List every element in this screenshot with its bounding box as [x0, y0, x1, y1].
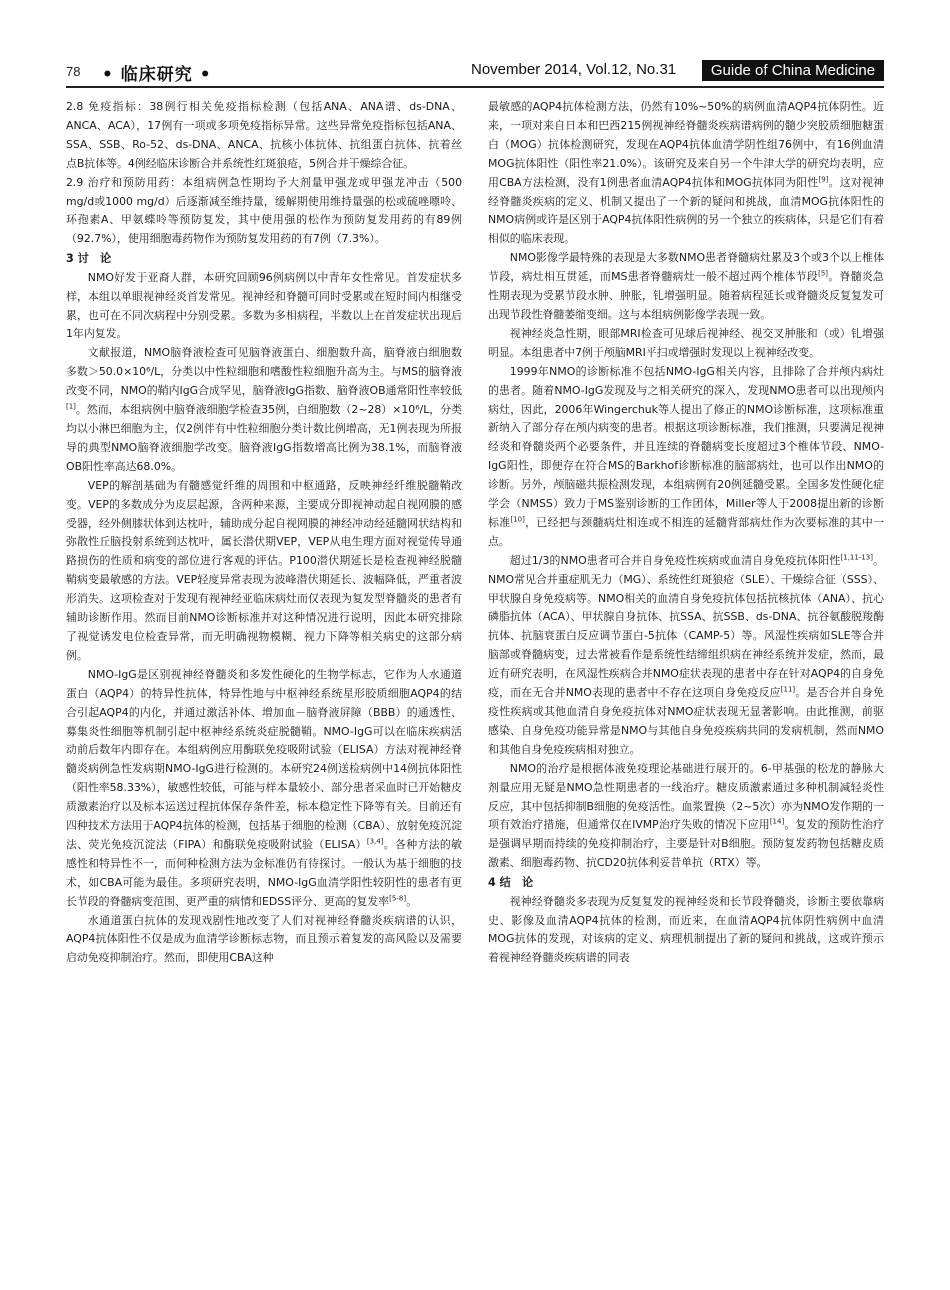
- left-column: [66, 98, 462, 968]
- paragraph: 水通道蛋白抗体的发现戏剧性地改变了人们对视神经脊髓炎疾病谱的认识，AQP4抗体阳性不仅是成为血清学诊断标志物，而且预示着复发的高风险以及需要启动免疫抑制治疗。然而，即使用CBA这种: [66, 913, 462, 965]
- citation: [3,4]: [366, 837, 384, 846]
- citation: [5]: [818, 269, 829, 278]
- paragraph: NMO的治疗是根据体液免疫理论基础进行展开的。6-甲基强的松龙的静脉大剂量应用无疑是NMO急性期患者的一线治疗。糖皮质激素通过多种机制减轻炎性反应，其中包括抑制B细胞的免疫活性。血浆置换（2~5次）亦为NMO发作期的一项有效治疗措施，但通常仅在IVMP治疗失败的情况下应用[14]。复发的预防性治疗是强调早期而持续的免疫抑制治疗，主要是针对B细胞。预防复发药物包括糖皮质激素、细胞毒药物、抗CD20抗体利妥昔单抗（RTX）等。: [488, 761, 884, 870]
- paragraph: VEP的解剖基础为有髓感觉纤维的周围和中枢通路，反映神经纤维脱髓鞘改变。VEP的多数成分为皮层起源，含两种来源，主要成分即视神动起自视网膜的感受器，经外侧膝状体到达枕叶，辅助成分起自视网膜的神经冲动经延髓网状结构和弥散性丘脑投射系统到达枕叶，属长潜伏期VEP，VEP从电生理方面对视觉传导通路损伤的性质和病变的部位进行客观的评估。P100潜伏期延长是检查视神经脱髓鞘病变最敏感的方法。VEP轻度异常表现为波峰潜伏期延长、波幅降低，严重者波形消失。这项检查对于发现有视神经亚临床病灶而仅表现为复发型脊髓炎的患者有辅助诊断作用。然而目前NMO诊断标准并对这种情况进行说明，因此本研究排除了视觉诱发电位检查异常，而无明确视物模糊、视力下降等相关病史的这部分病例。: [66, 478, 462, 662]
- paragraph: NMO影像学最特殊的表现是大多数NMO患者脊髓病灶累及3个或3个以上椎体节段，病灶相互贯延，而MS患者脊髓病灶一般不超过两个椎体节段[5]。脊髓炎急性期表现为受累节段水肿、肿胀，钆增强明显。随着病程延长或脊髓炎反复复发可出现节段性脊髓萎缩变细。这与本组病例影像学表现一致。: [488, 251, 884, 321]
- paragraph: 视神经脊髓炎多表现为反复复发的视神经炎和长节段脊髓炎，诊断主要依靠病史、影像及血清AQP4抗体的检测，而近来，在血清AQP4抗体阴性病例中血清MOG抗体的发现，对该病的定义、病理机制提出了新的疑问和挑战，这或许预示着视神经脊髓炎疾病谱的同表: [488, 894, 884, 965]
- header-rule: [66, 86, 884, 88]
- citation: [1,11-13]: [840, 553, 873, 562]
- issue-info: November 2014, Vol.12, No.31: [471, 61, 677, 78]
- paragraph: NMO-IgG是区别视神经脊髓炎和多发性硬化的生物学标志，它作为人水通道蛋白（AQP4）的特异性抗体，特异性地与中枢神经系统星形胶质细胞AQP4的结合引起AQP4的内化，并通过激活补体、增加血－脑脊液屏障（BBB）的通透性、募集炎性细胞等机制引起中枢神经系统炎症脱髓鞘。NMO-IgG可以在临床疾病活动前后数年内即存在。本组病例应用酶联免疫吸附试验（ELISA）方法对视神经脊髓炎病例急性发病期NMO-IgG进行检测的。本研究24例送检病例中14例抗体阳性（阳性率58.33%），敏感性较低，可能与样本量较小、部分患者采血时已开始糖皮质激素治疗以及标本运送过程抗体保存条件差，标本稳定性下降等有关。目前还有四种技术方法用于AQP4抗体的检测，包括基于细胞的检测（CBA）、放射免疫沉淀法、荧光免疫沉淀法（FIPA）和酶联免疫吸附试验（ELISA）[3,4]。各种方法的敏感性和特异性不一，而何种检测方法为金标准仍有待探讨。一般认为基于细胞的技术，如CBA可能为最佳。多项研究表明，NMO-IgG血清学阳性较阴性的患者有更长节段的脊髓病变范围、更严重的病情和EDSS评分、更高的复发率[5-8]。: [66, 667, 462, 908]
- paragraph: 最敏感的AQP4抗体检测方法，仍然有10%~50%的病例血清AQP4抗体阴性。近来，一项对来自日本和巴西215例视神经脊髓炎疾病谱病例的髓少突胶质细胞糖蛋白（MOG）抗体检测研究，发现在AQP4抗体血清学阴性组76例中，有16例血清MOG抗体阳性（阳性率21.0%）。该研究及来自另一个牛津大学的研究均表明，应用CBA方法检测，没有1例患者血清AQP4抗体和MOG抗体同为阳性[9]。这对视神经脊髓炎疾病的定义、机制又提出了一个新的疑问和挑战，血清MOG抗体阳性的NMO病例或许是区别于AQP4抗体阳性病例的另一个独立的疾病体，只是它们有着相似的临床表现。: [488, 100, 884, 246]
- citation: [14]: [769, 817, 785, 826]
- paragraph: 文献报道，NMO脑脊液检查可见脑脊液蛋白、细胞数升高，脑脊液白细胞数多数＞50.0×10⁶/L，分类以中性粒细胞和嗜酸性粒细胞升高为主。与MS的脑脊液改变不同，NMO的鞘内IgG合成罕见，脑脊液IgG指数、脑脊液OB通常阳性率较低[1]。然而，本组病例中脑脊液细胞学检查35例，白细胞数（2~28）×10⁶/L，分类均以小淋巴细胞为主，仅2例伴有中性粒细胞分类计数比例增高，无1例表现为所报导的典型NMO脑脊液细胞学改变。脑脊液IgG指数增高比例为38.1%，而脑脊液OB阳性率高达68.0%。: [66, 346, 462, 473]
- paragraph: 超过1/3的NMO患者可合并自身免疫性疾病或血清自身免疫抗体阳性[1,11-13]。NMO常见合并重症肌无力（MG）、系统性红斑狼疮（SLE）、干燥综合征（SSS）、甲状腺自身免疫病等。NMO相关的血清自身免疫抗体包括抗核抗体（ANA）、抗心磷脂抗体（ACA）、甲状腺自身抗体、抗SSA、抗SSB、ds-DNA、抗谷氨酸脱羧酶抗体、抗脑衰蛋白反应调节蛋白-5抗体（CAMP-5）等。风湿性疾病如SLE等合并脑部或脊髓病变，过去常被看作是系统性结缔组织病在神经系统并发症，然而，最近有研究表明，在风湿性疾病合并NMO症状表现的患者中存在针对AQP4的自身免疫，而在无合并NMO表现的患者中不存在这项自身免疫反应[11]。是否合并自身免疫性疾病或其他血清自身免疫抗体对NMO症状表现无显著影响。由此推测，前驱感染、自身免疫功能异常是NMO与其他自身免疫疾病共同的发病机制，然而NMO和其他自身免疫疾病相对独立。: [488, 553, 884, 756]
- section-heading: 3 讨 论: [66, 252, 112, 266]
- paragraph: 视神经炎急性期，眼部MRI检查可见球后视神经、视交叉肿胀和（或）钆增强明显。本组患者中7例于颅脑MRI平扫或增强时发现以上视神经改变。: [488, 326, 884, 359]
- journal-title: Guide of China Medicine: [702, 60, 884, 81]
- section-label: • 临床研究 •: [102, 65, 212, 85]
- section-heading: 4 结 论: [488, 876, 534, 890]
- paragraph: 1999年NMO的诊断标准不包括NMO-IgG相关内容，且排除了合并颅内病灶的患者。随着NMO-IgG发现及与之相关研究的深入，发现NMO患者可以出现颅内病灶，因此，2006年Wingerchuk等人提出了修正的NMO诊断标准，这项标准重新纳入了部分存在颅内病变的患者。根据这项诊断标准，我们推测，只要满足视神经炎和脊髓炎两个必要条件，并且连续的脊髓病变长度超过3个椎体节段、NMO-IgG阳性，即便存在符合MS的Barkhof诊断标准的脑部病灶，也可以作出NMO的诊断。另外，颅脑磁共振检测发现，本组病例有20例延髓受累。全国多发性硬化症学会（NMSS）致力于MS鉴别诊断的工作团体，Miller等人于2008提出新的诊断标准[10]，已经把与颈髓病灶相连或不相连的延髓背部病灶作为次要标准的其中一点。: [488, 364, 884, 548]
- page-number: 78: [66, 64, 81, 79]
- citation: [10]: [510, 515, 525, 524]
- paragraph: 2.9 治疗和预防用药：本组病例急性期均予大剂量甲强龙或甲强龙冲击（500 mg/d或1000 mg/d）后逐渐减至维持量，缓解期使用维持量强的松或硫唑嘌呤、环孢素A、甲氨蝶呤等预防复发，其中使用强的松作为预防复发用药的有89例（92.7%），使用细胞毒药物作为预防复发用药的有7例（7.3%）。: [66, 175, 462, 246]
- right-column: [488, 98, 884, 968]
- citation: [5-8]: [389, 894, 407, 903]
- citation: [11]: [780, 685, 796, 694]
- citation: [9]: [818, 175, 829, 183]
- paragraph: 2.8 免疫指标：38例行相关免疫指标检测（包括ANA、ANA谱、ds-DNA、ANCA、ACA），17例有一项或多项免疫指标异常。这些异常免疫指标包括ANA、SSA、SSB、Ro-52、ds-DNA、ANCA、抗核小体抗体、抗组蛋白抗体、抗着丝点B抗体等。4例经临床诊断合并系统性红斑狼疮，5例合并干燥综合征。: [66, 100, 462, 170]
- paragraph: NMO好发于亚裔人群，本研究回顾96例病例以中青年女性常见。首发症状多样，本组以单眼视神经炎首发常见。视神经和脊髓可同时受累或在短时间内相继受累，也可在不同次病程中分别受累。多数为多相病程，半数以上在首发症状出现后1年内复发。: [66, 270, 462, 341]
- citation: [1]: [66, 402, 76, 411]
- page-header: [66, 60, 884, 84]
